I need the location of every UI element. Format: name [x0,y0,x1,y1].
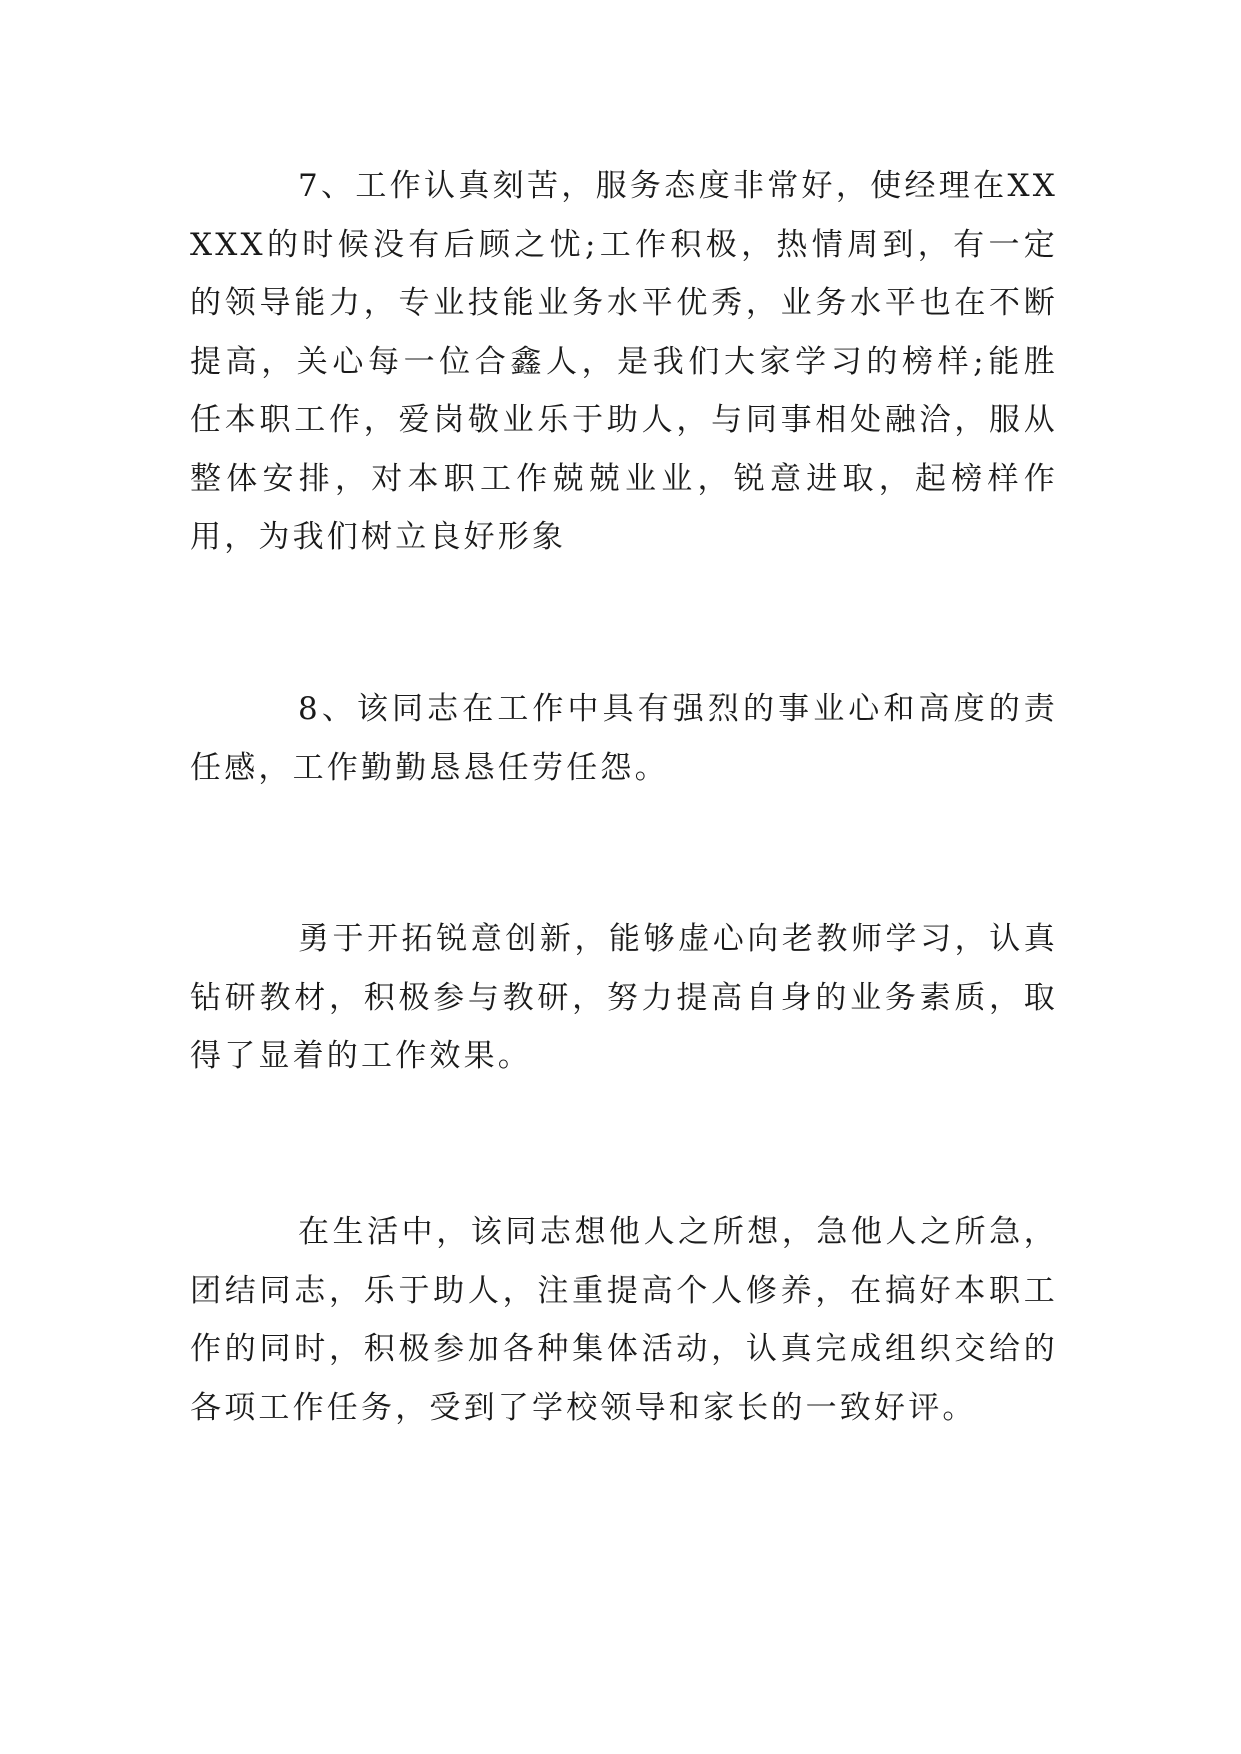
paragraph-8-responsibility: 8、该同志在工作中具有强烈的事业心和高度的责任感，工作勤勤恳恳任劳任怨。 [190,691,1058,786]
paragraph-innovation: 勇于开拓锐意创新，能够虚心向老教师学习，认真钻研教材，积极参与教研，努力提高自身的业务素质，取得了显着的工作效果。 [190,921,1058,1074]
paragraph-life-conduct: 在生活中，该同志想他人之所想，急他人之所急，团结同志，乐于助人，注重提高个人修养，在搞好本职工作的同时，积极参加各种集体活动，认真完成组织交给的各项工作任务，受到了学校领导和家长的一致好评。 [190,1214,1058,1426]
paragraph-7-work-diligence: 7、工作认真刻苦，服务态度非常好，使经理在XXXXX的时候没有后顾之忧;工作积极，热情周到，有一定的领导能力，专业技能业务水平优秀，业务水平也在不断提高，关心每一位合鑫人，是我们大家学习的榜样;能胜任本职工作，爱岗敬业乐于助人，与同事相处融洽，服从整体安排，对本职工作兢兢业业，锐意进取，起榜样作用，为我们树立良好形象 [190,168,1058,555]
